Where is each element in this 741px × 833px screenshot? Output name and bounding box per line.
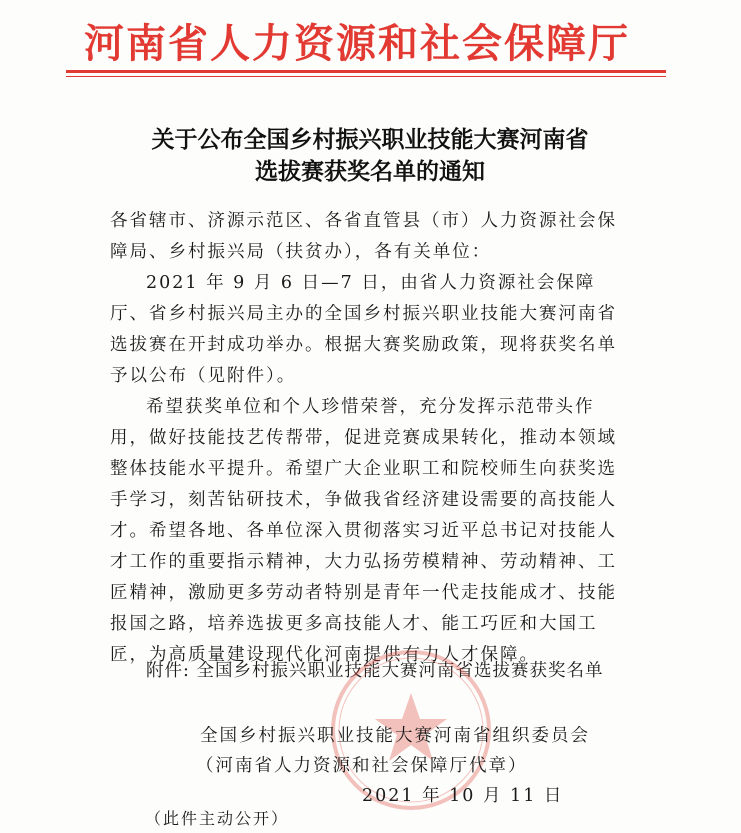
document-title-line-2: 选拔赛获奖名单的通知 [255, 159, 485, 185]
letterhead-rule-thick [66, 70, 666, 73]
attachment-line: 附件: 全国乡村振兴职业技能大赛河南省选拔赛获奖名单 [146, 661, 604, 681]
letterhead-title: 河南省人力资源和社会保障厅 [84, 21, 630, 67]
paragraph-1: 2021 年 9 月 6 日—7 日，由省人力资源社会保障厅、省乡村振兴局主办的全国乡村振兴职业技能大赛河南省选拔赛在开封成功举办。根据大赛奖励政策，现将获奖名单予以公布（见附件）。 [110, 273, 617, 386]
signature-organization: 全国乡村振兴职业技能大赛河南省组织委员会 [200, 726, 590, 746]
disclosure-note: （此件主动公开） [145, 809, 290, 828]
letterhead [66, 8, 666, 78]
document-title-line-1: 关于公布全国乡村振兴职业技能大赛河南省 [151, 127, 589, 153]
signature-date: 2021 年 10 月 11 日 [362, 786, 564, 806]
signature-proxy-seal-note: （河南省人力资源和社会保障厅代章） [196, 756, 528, 776]
document-body [110, 206, 630, 671]
letterhead-rule-thin [66, 76, 666, 77]
paragraph-2: 希望获奖单位和个人珍惜荣誉，充分发挥示范带头作用，做好技能技艺传帮带，促进竞赛成果转化，推动本领域整体技能水平提升。希望广大企业职工和院校师生向获奖选手学习，刻苦钻研技术，争做我省经济建设需要的高技能人才。希望各地、各单位深入贯彻落实习近平总书记对技能人才工作的重要指示精神，大力弘扬劳模精神、劳动精神、工匠精神，激励更多劳动者特别是青年一代走技能成才、技能报国之路，培养选拔更多高技能人才、能工巧匠和大国工匠，为高质量建设现代化河南提供有力人才保障。 [110, 397, 617, 665]
addressee: 各省辖市、济源示范区、各省直管县（市）人力资源社会保障局、乡村振兴局（扶贫办），各有关单位： [110, 211, 617, 262]
